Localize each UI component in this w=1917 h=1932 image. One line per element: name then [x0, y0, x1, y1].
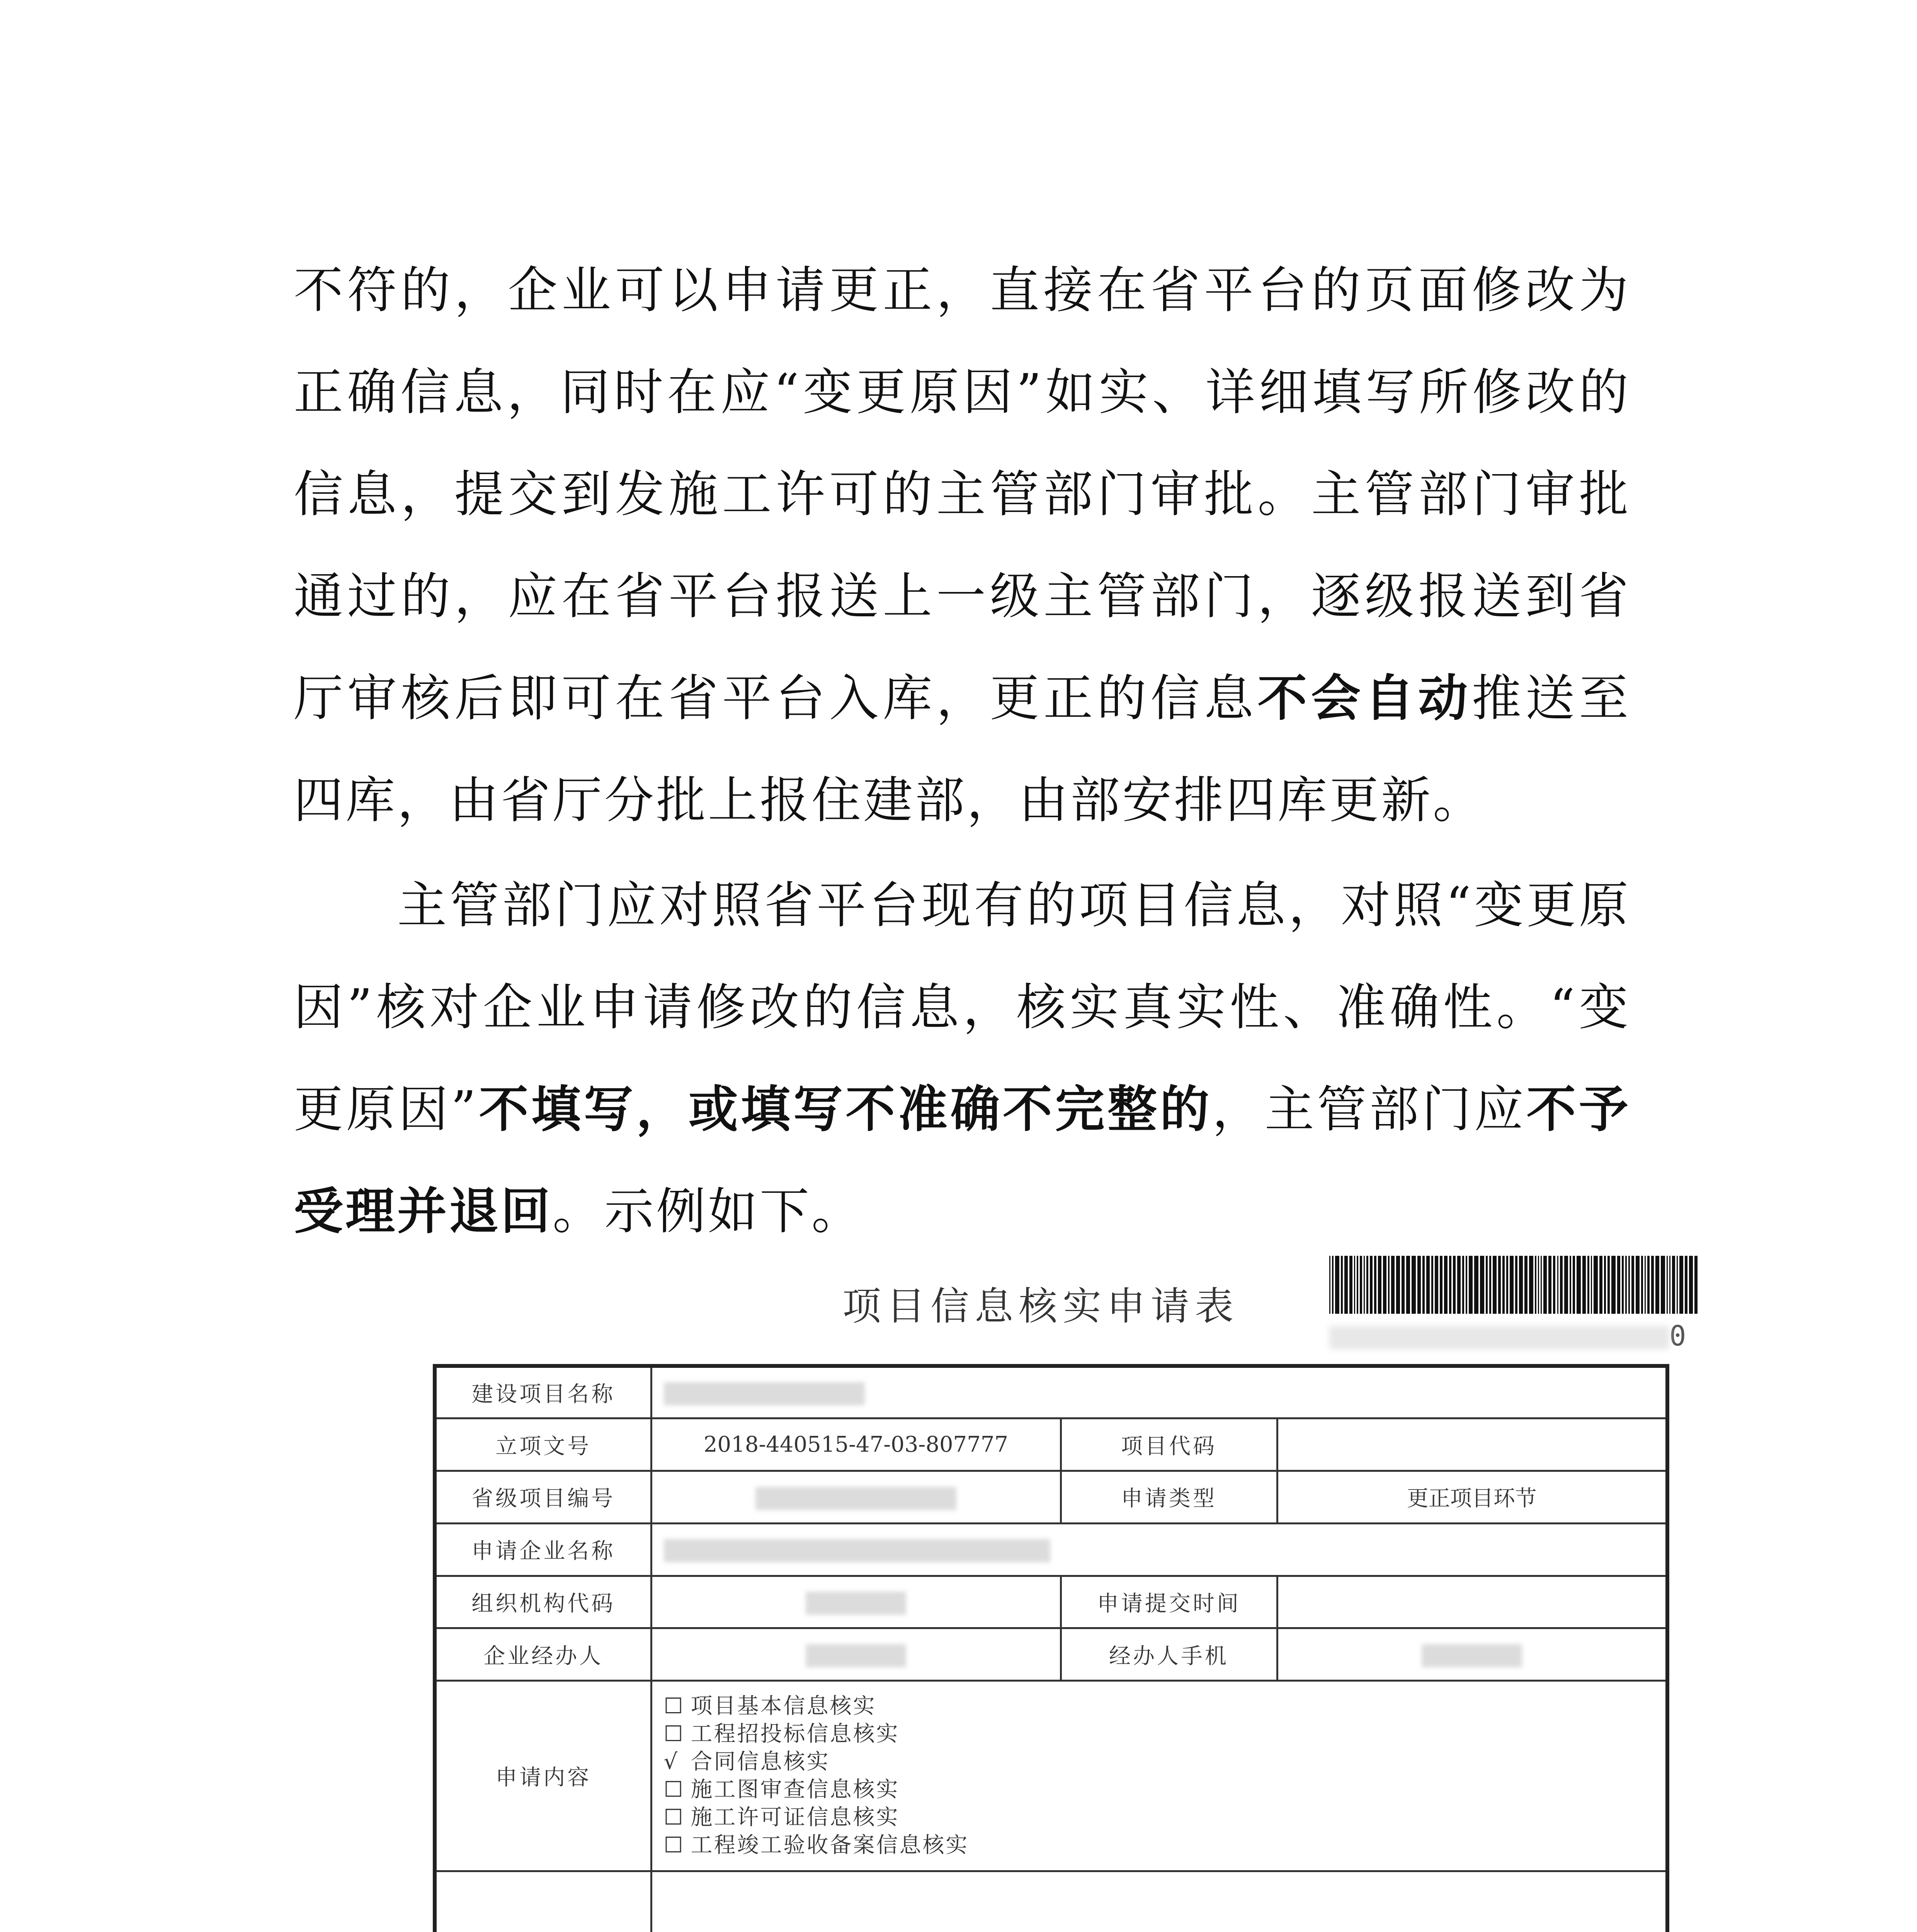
checklist-item-label: 施工许可证信息核实 [691, 1804, 900, 1830]
barcode-bar [1449, 1256, 1451, 1314]
checkbox-icon: ☐ [663, 1832, 685, 1858]
barcode-bar [1435, 1256, 1438, 1314]
label-handler-phone: 经办人手机 [1061, 1628, 1277, 1681]
emphasis-text: 不予受理并退回 [294, 1081, 1631, 1240]
text-run: 。示例如下。 [553, 1183, 864, 1240]
barcode-bar [1661, 1256, 1665, 1314]
barcode-bar [1440, 1256, 1442, 1314]
body-text [294, 240, 1631, 1263]
barcode-bar [1617, 1256, 1620, 1314]
checkmark-icon: √ [663, 1749, 679, 1774]
label-apply-type: 申请类型 [1061, 1471, 1277, 1524]
barcode-bar [1502, 1256, 1505, 1314]
value-project-code [1277, 1418, 1667, 1471]
barcode-icon [1329, 1256, 1700, 1329]
table-row [435, 1871, 1667, 1932]
barcode-bar [1594, 1256, 1598, 1314]
barcode-bar [1402, 1256, 1405, 1314]
barcode-bar [1655, 1256, 1659, 1314]
masked-value [806, 1644, 906, 1667]
barcode-bar [1607, 1256, 1610, 1314]
barcode-bar [1519, 1256, 1523, 1314]
text-run: ，主管部门应 [1212, 1081, 1527, 1138]
barcode-bar [1480, 1256, 1484, 1314]
value-handler-phone [1277, 1628, 1667, 1681]
barcode-bar [1364, 1256, 1365, 1314]
barcode-bar [1636, 1256, 1640, 1314]
masked-value [664, 1539, 1050, 1562]
barcode-bar [1335, 1256, 1339, 1314]
value-project-name [651, 1366, 1667, 1418]
paragraph-1 [294, 240, 1631, 852]
barcode-bar [1426, 1256, 1430, 1314]
barcode-bar [1604, 1256, 1606, 1314]
checklist-item-label: 工程招投标信息核实 [691, 1721, 900, 1747]
checklist-item [664, 1748, 1654, 1776]
checklist-item [664, 1776, 1654, 1804]
content-checklist [664, 1692, 1654, 1859]
barcode-bar [1388, 1256, 1390, 1314]
barcode-bar [1366, 1256, 1368, 1314]
barcode-bar [1622, 1256, 1624, 1314]
barcode-number [1329, 1320, 1700, 1352]
barcode-bar [1591, 1256, 1592, 1314]
barcode-bar [1611, 1256, 1616, 1314]
checklist-item-label: 项目基本信息核实 [691, 1693, 876, 1719]
barcode-bar [1543, 1256, 1547, 1314]
label-handler: 企业经办人 [435, 1628, 651, 1681]
emphasis-text: 不会自动 [1257, 670, 1472, 727]
barcode-bar [1641, 1256, 1643, 1314]
barcode-bar [1577, 1256, 1581, 1314]
barcode-bar [1489, 1256, 1491, 1314]
barcode-bar [1573, 1256, 1575, 1314]
text-run: 推送至四库，由省厅分批上报住建部，由部安排四库更新。 [294, 670, 1631, 829]
barcode-bar [1560, 1256, 1563, 1314]
value-reason [651, 1871, 1667, 1932]
barcode-bar [1582, 1256, 1586, 1314]
barcode-bar [1553, 1256, 1555, 1314]
barcode-bar [1406, 1256, 1410, 1314]
barcode-bar [1370, 1256, 1373, 1314]
table-row [435, 1471, 1667, 1524]
label-reason [435, 1871, 651, 1932]
barcode-bar [1669, 1256, 1670, 1314]
value-approval-no: 2018-440515-47-03-807777 [651, 1418, 1061, 1471]
barcode-bar [1538, 1256, 1539, 1314]
barcode-bar [1694, 1256, 1698, 1314]
emphasis-text: 不填写，或填写不准确不完整的 [478, 1081, 1213, 1138]
barcode-bar [1679, 1256, 1683, 1314]
table-row [435, 1366, 1667, 1418]
barcode-bar [1444, 1256, 1448, 1314]
application-form [433, 1364, 1669, 1932]
barcode-bar [1360, 1256, 1362, 1314]
table-row [435, 1576, 1667, 1628]
barcode-bar [1628, 1256, 1630, 1314]
barcode-bar [1357, 1256, 1358, 1314]
value-apply-type: 更正项目环节 [1277, 1471, 1667, 1524]
masked-value [664, 1382, 865, 1405]
value-content [651, 1681, 1667, 1871]
barcode-bar [1677, 1256, 1678, 1314]
barcode-bar [1625, 1256, 1627, 1314]
barcode-bar [1524, 1256, 1527, 1314]
barcode-bar [1557, 1256, 1558, 1314]
barcode-bar [1599, 1256, 1602, 1314]
text-run: 主管部门应对照省平台现有的项目信息，对照“变更原因”核对企业申请修改的信息，核实真实性、准确性。“变更原因” [294, 877, 1631, 1138]
barcode-bar [1349, 1256, 1352, 1314]
checkbox-icon: ☐ [663, 1804, 685, 1830]
value-company-name [651, 1523, 1667, 1576]
value-handler [651, 1628, 1061, 1681]
barcode-bar [1378, 1256, 1381, 1314]
table-row [435, 1681, 1667, 1871]
barcode-bar [1341, 1256, 1343, 1314]
label-content: 申请内容 [435, 1681, 651, 1871]
masked-value [755, 1487, 956, 1510]
form-title: 项目信息核实申请表 [842, 1284, 1239, 1329]
barcode-bar [1570, 1256, 1571, 1314]
barcode-bar [1462, 1256, 1464, 1314]
barcode-bar [1535, 1256, 1536, 1314]
value-provincial-no [651, 1471, 1061, 1524]
barcode-bar [1383, 1256, 1386, 1314]
barcode-bar [1647, 1256, 1650, 1314]
checklist-item-label: 施工图审查信息核实 [691, 1777, 900, 1802]
masked-value [1422, 1644, 1522, 1667]
barcode-bar [1466, 1256, 1467, 1314]
barcode-bar [1332, 1256, 1334, 1314]
text-run: 不符的，企业可以申请更正，直接在省平台的页面修改为正确信息，同时在应“变更原因”如实、详细填写所修改的信息，提交到发施工许可的主管部门审批。主管部门审批通过的，应在省平台报送上一级主管部门，逐级报送到省厅审核后即可在省平台入库，更正的信息 [294, 262, 1631, 727]
barcode-bar [1672, 1256, 1675, 1314]
barcode-bar [1587, 1256, 1589, 1314]
barcode-bar [1498, 1256, 1501, 1314]
barcode-bar [1457, 1256, 1461, 1314]
barcode-bar [1689, 1256, 1693, 1314]
label-project-name: 建设项目名称 [435, 1366, 651, 1418]
barcode-bar [1453, 1256, 1456, 1314]
label-company-name: 申请企业名称 [435, 1523, 651, 1576]
barcode-bar [1645, 1256, 1646, 1314]
checklist-item-label: 工程竣工验收备案信息核实 [691, 1832, 969, 1858]
table-row [435, 1418, 1667, 1471]
barcode-bar [1541, 1256, 1542, 1314]
table-row [435, 1628, 1667, 1681]
checkbox-icon: ☐ [663, 1721, 685, 1747]
barcode-bar [1548, 1256, 1551, 1314]
barcode-bar [1417, 1256, 1421, 1314]
barcode-bar [1422, 1256, 1425, 1314]
barcode-bar [1685, 1256, 1687, 1314]
barcode-bar [1631, 1256, 1634, 1314]
label-approval-no: 立项文号 [435, 1418, 651, 1471]
checklist-item [664, 1804, 1654, 1832]
barcode-bar [1651, 1256, 1654, 1314]
barcode-bar [1667, 1256, 1668, 1314]
barcode-bar [1344, 1256, 1348, 1314]
label-provincial-no: 省级项目编号 [435, 1471, 651, 1524]
value-submit-time [1277, 1576, 1667, 1628]
barcode-bar [1374, 1256, 1376, 1314]
barcode-bar [1506, 1256, 1508, 1314]
table-row [435, 1523, 1667, 1576]
barcode-bar [1329, 1256, 1330, 1314]
checklist-item [664, 1692, 1654, 1720]
checkbox-icon: ☐ [663, 1777, 685, 1802]
barcode-bar [1515, 1256, 1517, 1314]
value-org-code [651, 1576, 1061, 1628]
barcode-bar [1354, 1256, 1355, 1314]
barcode-bar [1469, 1256, 1473, 1314]
checkbox-icon: ☐ [663, 1693, 685, 1719]
barcode-number-last: 0 [1669, 1320, 1689, 1352]
barcode-bar [1412, 1256, 1416, 1314]
barcode-bar [1510, 1256, 1514, 1314]
barcode-bar [1474, 1256, 1478, 1314]
checklist-item [664, 1832, 1654, 1859]
barcode-bar [1493, 1256, 1497, 1314]
checklist-item-label: 合同信息核实 [691, 1749, 830, 1774]
barcode-bar [1529, 1256, 1533, 1314]
barcode-bar [1486, 1256, 1488, 1314]
barcode-bar [1391, 1256, 1395, 1314]
label-project-code: 项目代码 [1061, 1418, 1277, 1471]
label-org-code: 组织机构代码 [435, 1576, 651, 1628]
checklist-item [664, 1720, 1654, 1748]
barcode-bar [1396, 1256, 1400, 1314]
paragraph-2 [294, 855, 1631, 1263]
masked-value [806, 1592, 906, 1615]
barcode-bar [1431, 1256, 1433, 1314]
label-submit-time: 申请提交时间 [1061, 1576, 1277, 1628]
barcode-bar [1564, 1256, 1568, 1314]
